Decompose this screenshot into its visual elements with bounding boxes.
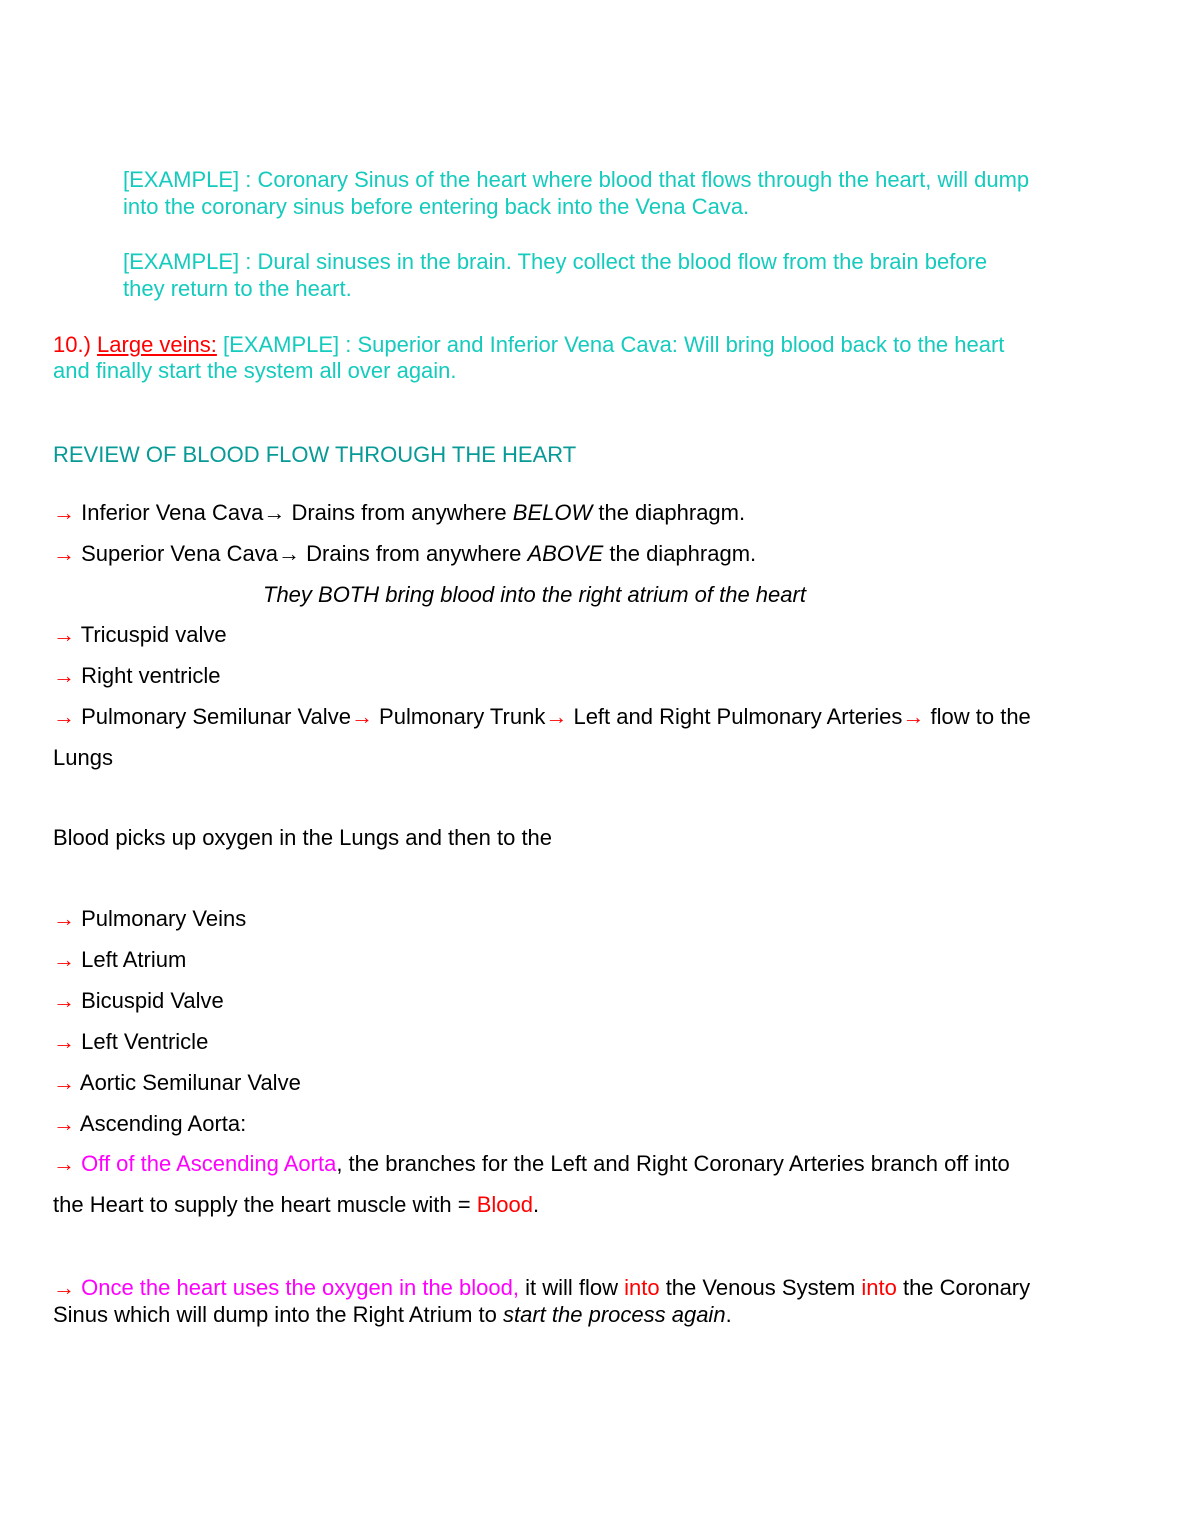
arrow-icon: →	[902, 704, 925, 729]
coronary-line1	[53, 1151, 1010, 1177]
step-lungs: Lungs	[53, 745, 113, 770]
body-text: Sinus which will dump into the Right Atrium to	[53, 1302, 503, 1327]
step-text: Drains from anywhere	[285, 500, 513, 525]
emphasis: BELOW	[512, 500, 593, 525]
arrow-icon: →	[53, 622, 75, 647]
step-label: Pulmonary Trunk	[372, 704, 546, 729]
arrow-icon: →	[53, 663, 75, 688]
arrow-icon: →	[53, 1275, 75, 1300]
emphasis: ABOVE	[527, 541, 604, 566]
example-coronary-sinus-line1: [EXAMPLE] : Coronary Sinus of the heart where blood that flows through the heart, will dump	[123, 167, 1030, 192]
step-text: the diaphragm.	[603, 541, 757, 566]
highlight-text: Once the heart uses the oxygen in the blood,	[75, 1275, 519, 1300]
final-line2	[53, 1302, 732, 1328]
example-dural-sinuses-line1: [EXAMPLE] : Dural sinuses in the brain. They collect the blood flow from the brain before	[123, 249, 988, 274]
coronary-line2	[53, 1192, 539, 1218]
step-label: Superior Vena Cava	[75, 541, 279, 566]
arrow-icon: →	[53, 704, 75, 729]
item-label: Large veins:	[97, 332, 217, 357]
body-text: .	[725, 1302, 732, 1327]
arrow-icon: →	[53, 500, 75, 525]
both-note	[263, 582, 806, 608]
arrow-icon: →	[53, 988, 75, 1013]
arrow-icon: →	[545, 704, 568, 729]
step-pulmonary	[53, 704, 1031, 730]
emphasis: start the process again	[502, 1302, 726, 1327]
item-number: 10.)	[53, 332, 98, 357]
arrow-icon: →	[53, 1151, 75, 1176]
arrow-icon: →	[53, 947, 75, 972]
item-text: [EXAMPLE] : Superior and Inferior Vena Cava: Will bring blood back to the heart	[216, 332, 1005, 357]
step-text: Drains from anywhere	[300, 541, 528, 566]
step-tricuspid	[53, 622, 227, 648]
step-left-atrium	[53, 947, 186, 973]
step-ascending-aorta	[53, 1111, 246, 1137]
step-label: Inferior Vena Cava	[75, 500, 264, 525]
item-10-line1	[53, 332, 1004, 358]
arrow-icon: →	[53, 1029, 75, 1054]
step-label: Left Atrium	[75, 947, 187, 972]
highlight-text: Off of the Ascending Aorta	[75, 1151, 337, 1176]
step-ivc	[53, 500, 745, 526]
step-label: Tricuspid valve	[75, 622, 227, 647]
step-aortic-valve	[53, 1070, 301, 1096]
highlight-text: into	[624, 1275, 660, 1300]
arrow-icon: →	[263, 500, 286, 525]
body-text: .	[533, 1192, 540, 1217]
oxygen-note: Blood picks up oxygen in the Lungs and then to the	[53, 825, 553, 850]
body-text: the Venous System	[659, 1275, 862, 1300]
step-bicuspid	[53, 988, 224, 1014]
step-label: Pulmonary Veins	[75, 906, 247, 931]
body-text: , the branches for the Left and Right Coronary Arteries branch off into	[336, 1151, 1010, 1176]
body-text: the Coronary	[896, 1275, 1031, 1300]
item-10-line2: and finally start the system all over again.	[53, 358, 457, 383]
step-label: Left Ventricle	[75, 1029, 209, 1054]
body-text: it will flow	[518, 1275, 625, 1300]
arrow-icon: →	[350, 704, 373, 729]
section-heading: REVIEW OF BLOOD FLOW THROUGH THE HEART	[53, 442, 577, 467]
highlight-text: into	[861, 1275, 897, 1300]
arrow-icon: →	[278, 541, 301, 566]
step-right-ventricle	[53, 663, 221, 689]
step-svc	[53, 541, 756, 567]
step-label: Aortic Semilunar Valve	[75, 1070, 301, 1095]
step-text: flow to the	[924, 704, 1031, 729]
step-label: Right ventricle	[75, 663, 221, 688]
arrow-icon: →	[53, 541, 75, 566]
step-left-ventricle	[53, 1029, 208, 1055]
final-line1	[53, 1275, 1030, 1301]
arrow-icon: →	[53, 1070, 75, 1095]
note-text: They BOTH bring blood into the right atrium of the heart	[263, 582, 806, 607]
example-coronary-sinus-line2: into the coronary sinus before entering back into the Vena Cava.	[123, 194, 750, 219]
example-dural-sinuses-line2: they return to the heart.	[123, 276, 352, 301]
step-label: Pulmonary Semilunar Valve	[75, 704, 351, 729]
step-pulmonary-veins	[53, 906, 246, 932]
step-label: Ascending Aorta:	[75, 1111, 247, 1136]
arrow-icon: →	[53, 906, 75, 931]
step-label: Left and Right Pulmonary Arteries	[567, 704, 903, 729]
step-text: the diaphragm.	[592, 500, 746, 525]
body-text: the Heart to supply the heart muscle with =	[53, 1192, 477, 1217]
step-label: Bicuspid Valve	[75, 988, 224, 1013]
highlight-text: Blood	[476, 1192, 533, 1217]
arrow-icon: →	[53, 1111, 75, 1136]
